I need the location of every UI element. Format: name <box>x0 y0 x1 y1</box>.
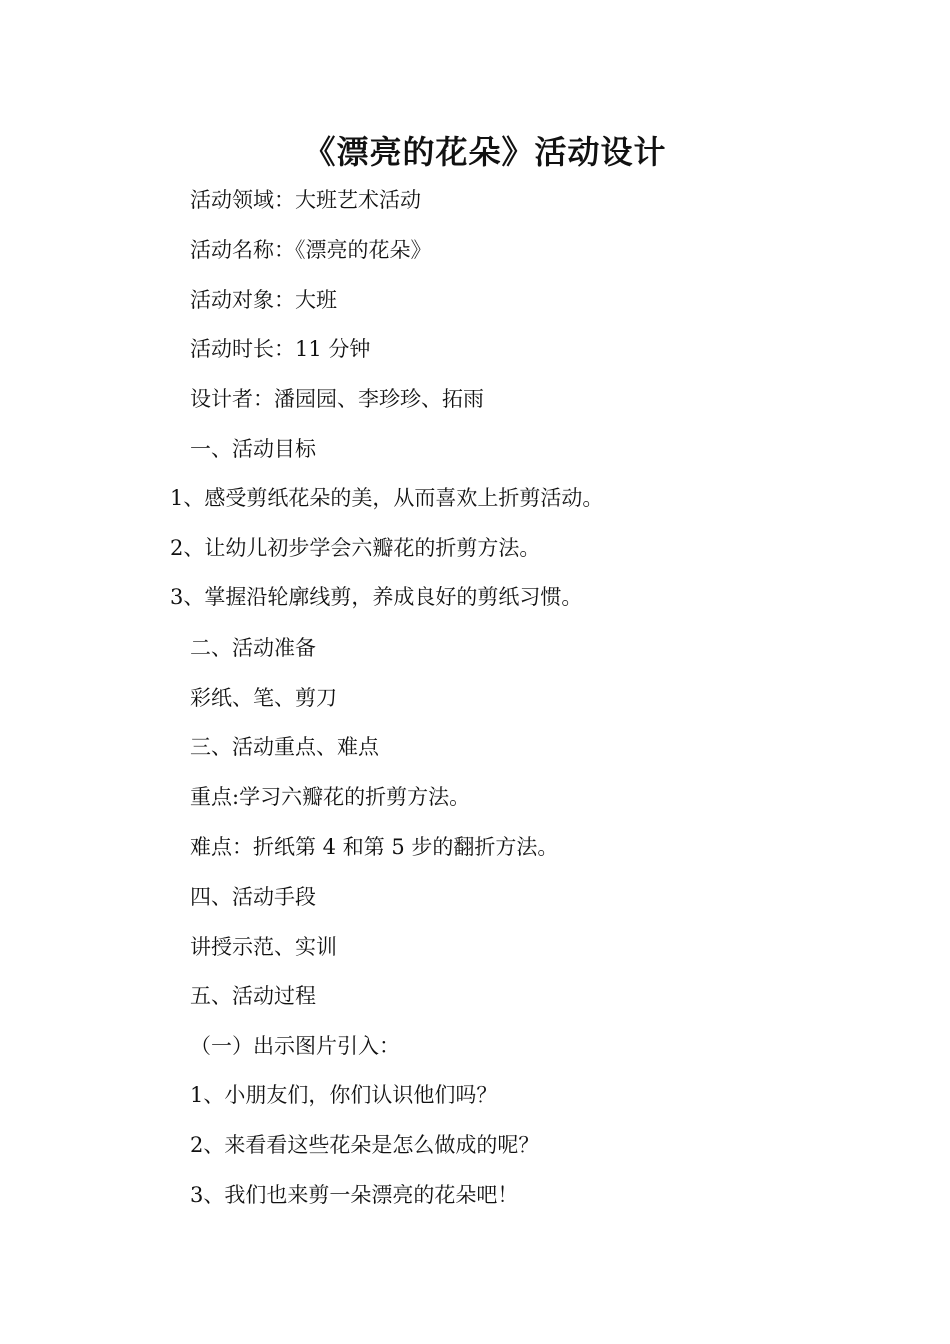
subsection-heading: （一）出示图片引入： <box>190 1034 400 1058</box>
section-heading-key-points: 三、活动重点、难点 <box>190 735 379 759</box>
process-item: 2、来看看这些花朵是怎么做成的呢？ <box>190 1133 540 1157</box>
section-heading-preparation: 二、活动准备 <box>190 636 316 660</box>
goal-item: 1、感受剪纸花朵的美，从而喜欢上折剪活动。 <box>170 486 604 510</box>
field-name: 活动名称：《漂亮的花朵》 <box>190 238 432 262</box>
goal-item: 3、掌握沿轮廓线剪，养成良好的剪纸习惯。 <box>170 585 583 609</box>
section-heading-methods: 四、活动手段 <box>190 885 316 909</box>
field-designer: 设计者：潘园园、李珍珍、拓雨 <box>190 387 484 411</box>
goal-item: 2、让幼儿初步学会六瓣花的折剪方法。 <box>170 536 541 560</box>
document-title: 《漂亮的花朵》活动设计 <box>303 133 667 171</box>
field-domain: 活动领域：大班艺术活动 <box>190 188 421 212</box>
section-heading-process: 五、活动过程 <box>190 984 316 1008</box>
difficulty-text: 难点：折纸第 4 和第 5 步的翻折方法。 <box>190 835 559 859</box>
field-target: 活动对象：大班 <box>190 288 337 312</box>
process-item: 1、小朋友们，你们认识他们吗？ <box>190 1083 498 1107</box>
methods-text: 讲授示范、实训 <box>190 935 337 959</box>
process-item: 3、我们也来剪一朵漂亮的花朵吧！ <box>190 1183 519 1207</box>
field-duration: 活动时长：11 分钟 <box>190 337 371 361</box>
preparation-text: 彩纸、笔、剪刀 <box>190 686 337 710</box>
key-point-text: 重点:学习六瓣花的折剪方法。 <box>190 785 471 809</box>
section-heading-goals: 一、活动目标 <box>190 437 316 461</box>
